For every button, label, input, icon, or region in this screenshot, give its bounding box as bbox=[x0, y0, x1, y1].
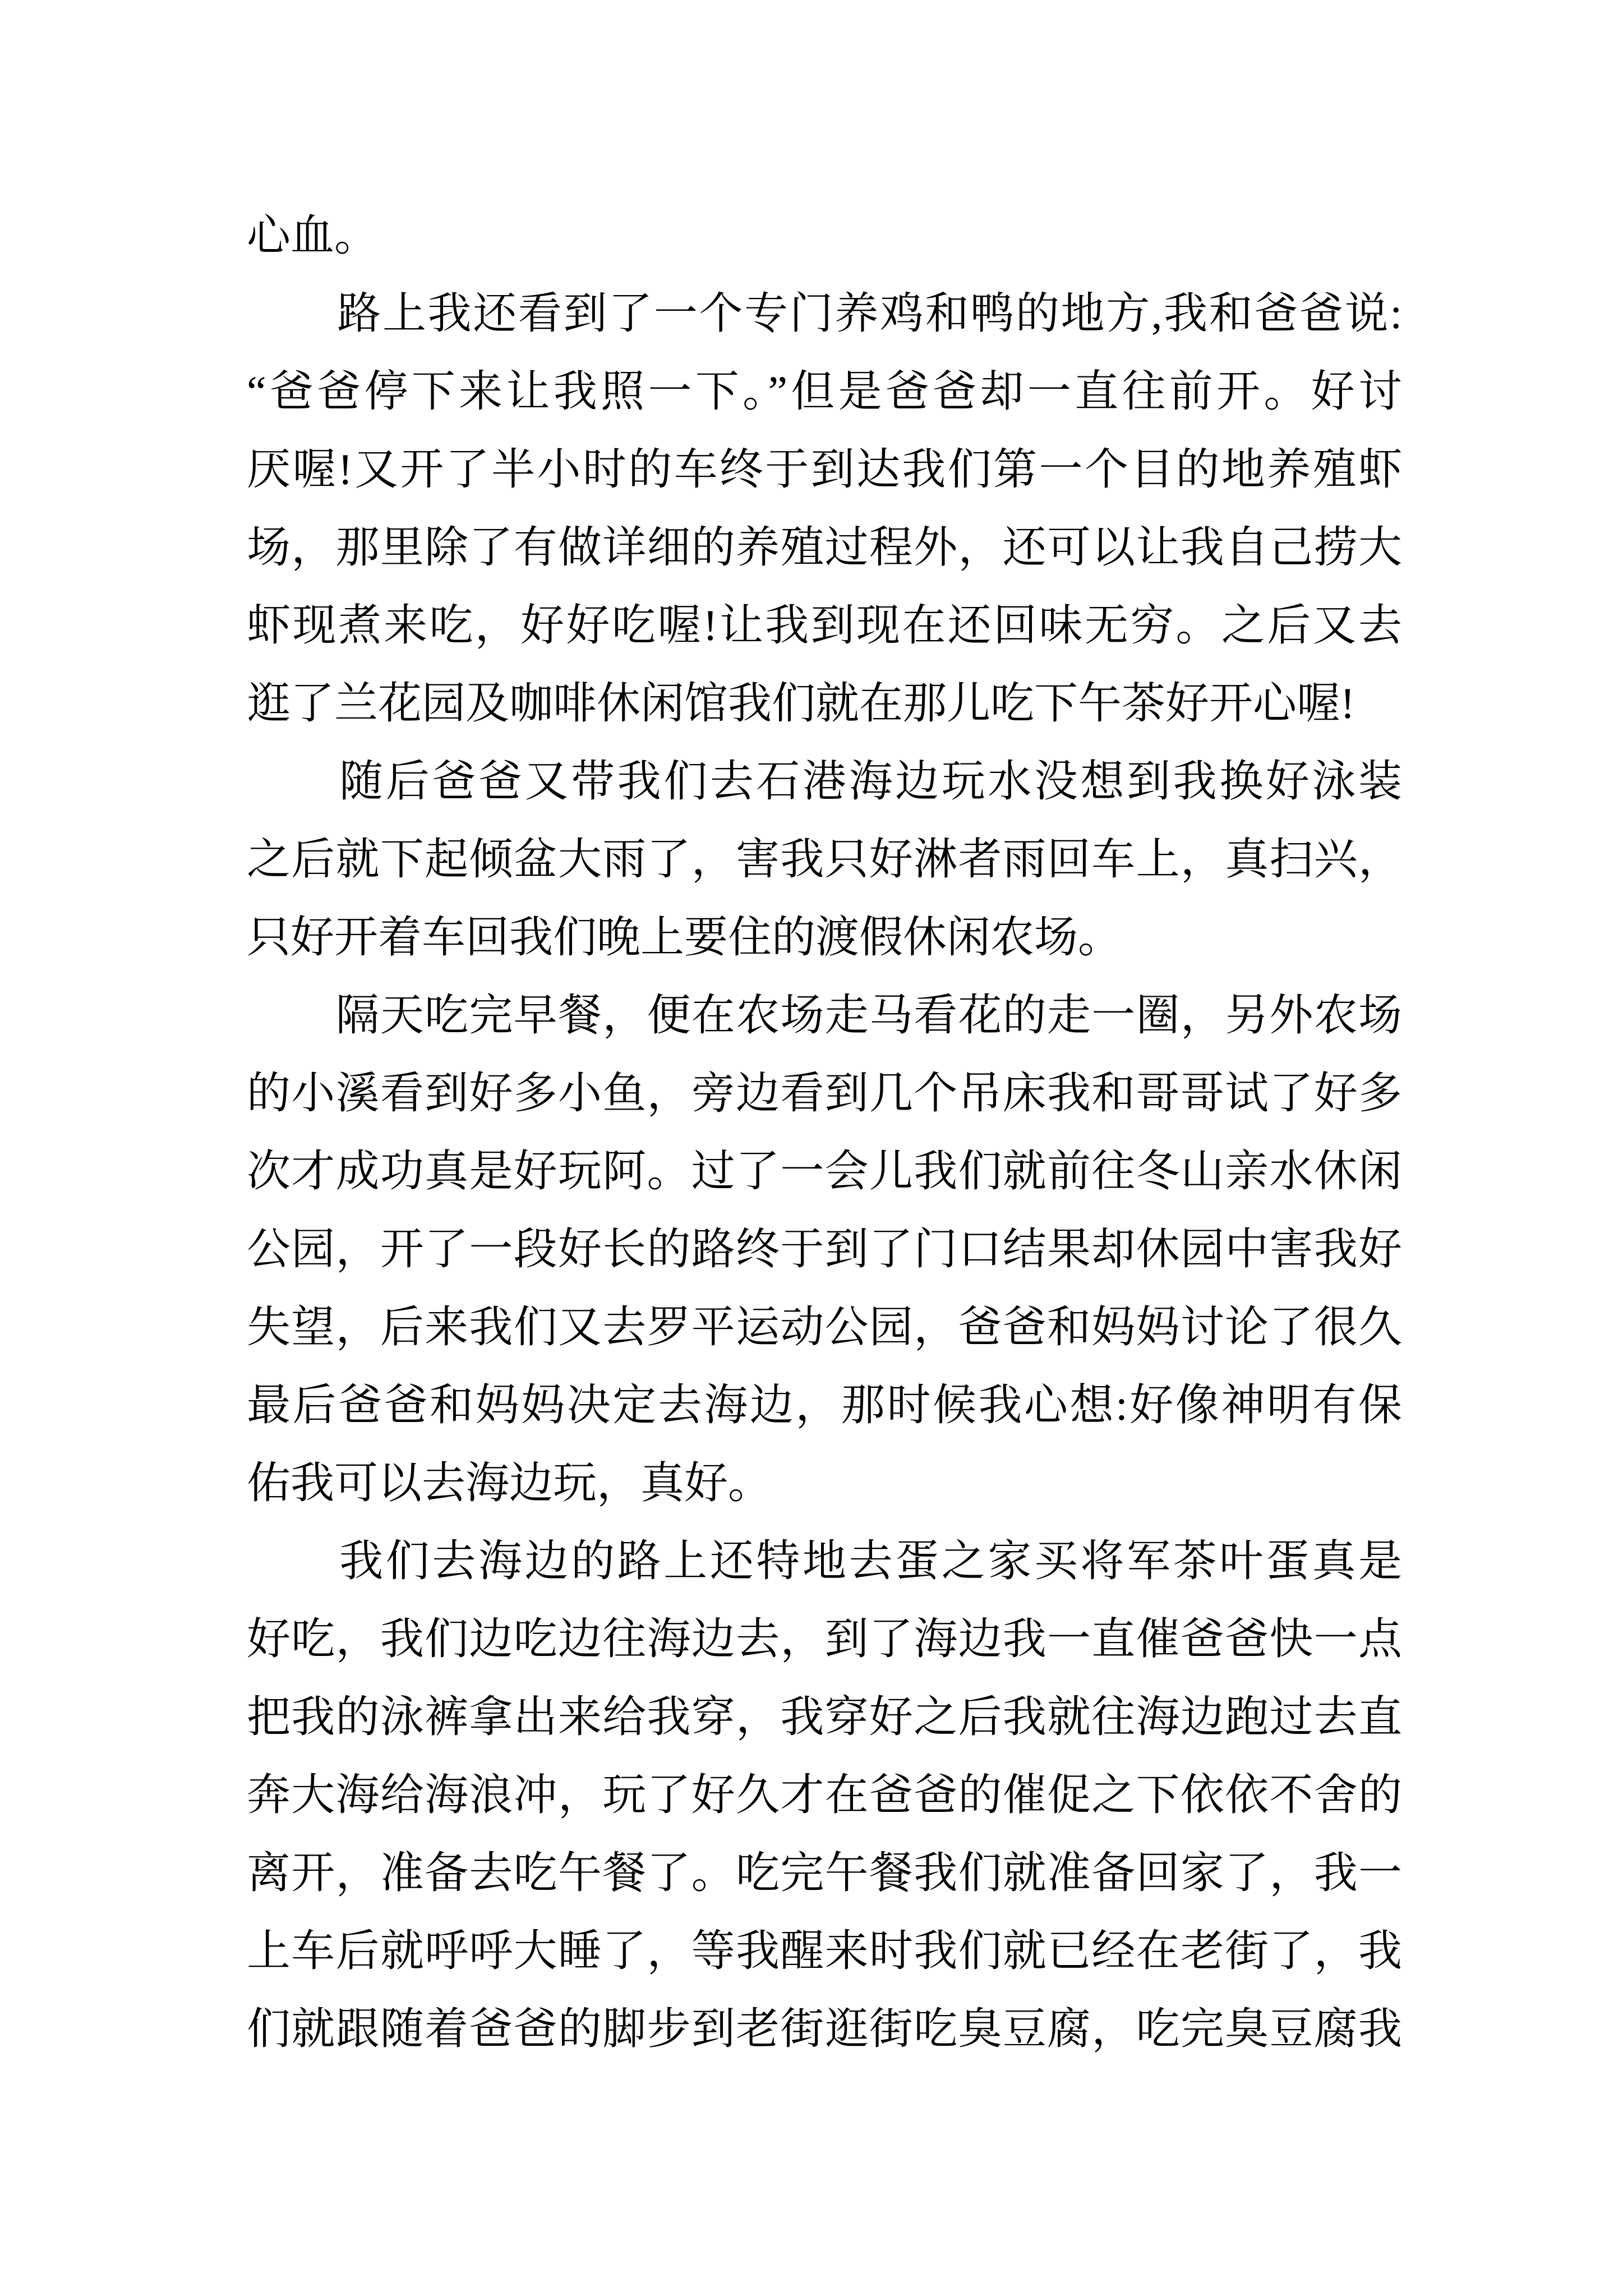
text-line: 上车后就呼呼大睡了，等我醒来时我们就已经在老街了，我 bbox=[247, 1926, 1402, 1975]
text-line: 佑我可以去海边玩，真好。 bbox=[247, 1458, 772, 1507]
text-line: 的小溪看到好多小鱼，旁边看到几个吊床我和哥哥试了好多 bbox=[247, 1069, 1402, 1117]
text-line: 隔天吃完早餐，便在农场走马看花的走一圈，另外农场 bbox=[247, 991, 1402, 1039]
text-line: 离开，准备去吃午餐了。吃完午餐我们就准备回家了，我一 bbox=[247, 1848, 1402, 1897]
text-line: 虾现煮来吃，好好吃喔!让我到现在还回味无穷。之后又去 bbox=[247, 601, 1402, 650]
text-line: 之后就下起倾盆大雨了，害我只好淋者雨回车上，真扫兴， bbox=[247, 835, 1402, 884]
text-line: “爸爸停下来让我照一下。”但是爸爸却一直往前开。好讨 bbox=[247, 367, 1402, 416]
text-line: 奔大海给海浪冲，玩了好久才在爸爸的催促之下依依不舍的 bbox=[247, 1770, 1402, 1819]
text-line: 场，那里除了有做详细的养殖过程外，还可以让我自己捞大 bbox=[247, 523, 1402, 572]
text-line: 失望，后来我们又去罗平运动公园，爸爸和妈妈讨论了很久 bbox=[247, 1303, 1402, 1351]
text-line: 公园，开了一段好长的路终于到了门口结果却休园中害我好 bbox=[247, 1225, 1402, 1273]
essay-body bbox=[247, 196, 1402, 2068]
text-line: 只好开着车回我们晚上要住的渡假休闲农场。 bbox=[247, 913, 1122, 961]
text-line: 最后爸爸和妈妈决定去海边，那时候我心想:好像神明有保 bbox=[247, 1381, 1402, 1429]
text-line: 厌喔!又开了半小时的车终于到达我们第一个目的地养殖虾 bbox=[247, 445, 1402, 494]
text-line: 次才成功真是好玩阿。过了一会儿我们就前往冬山亲水休闲 bbox=[247, 1147, 1402, 1195]
text-line: 们就跟随着爸爸的脚步到老街逛街吃臭豆腐，吃完臭豆腐我 bbox=[247, 2004, 1402, 2053]
text-line: 把我的泳裤拿出来给我穿，我穿好之后我就往海边跑过去直 bbox=[247, 1692, 1402, 1741]
text-line: 我们去海边的路上还特地去蛋之家买将军茶叶蛋真是 bbox=[247, 1536, 1402, 1585]
text-line: 逛了兰花园及咖啡休闲馆我们就在那儿吃下午茶好开心喔! bbox=[247, 679, 1355, 728]
text-line: 心血。 bbox=[247, 211, 379, 260]
text-line: 随后爸爸又带我们去石港海边玩水没想到我换好泳装 bbox=[247, 757, 1402, 806]
text-line: 好吃，我们边吃边往海边去，到了海边我一直催爸爸快一点 bbox=[247, 1614, 1402, 1663]
text-line: 路上我还看到了一个专门养鸡和鸭的地方,我和爸爸说: bbox=[247, 289, 1402, 338]
